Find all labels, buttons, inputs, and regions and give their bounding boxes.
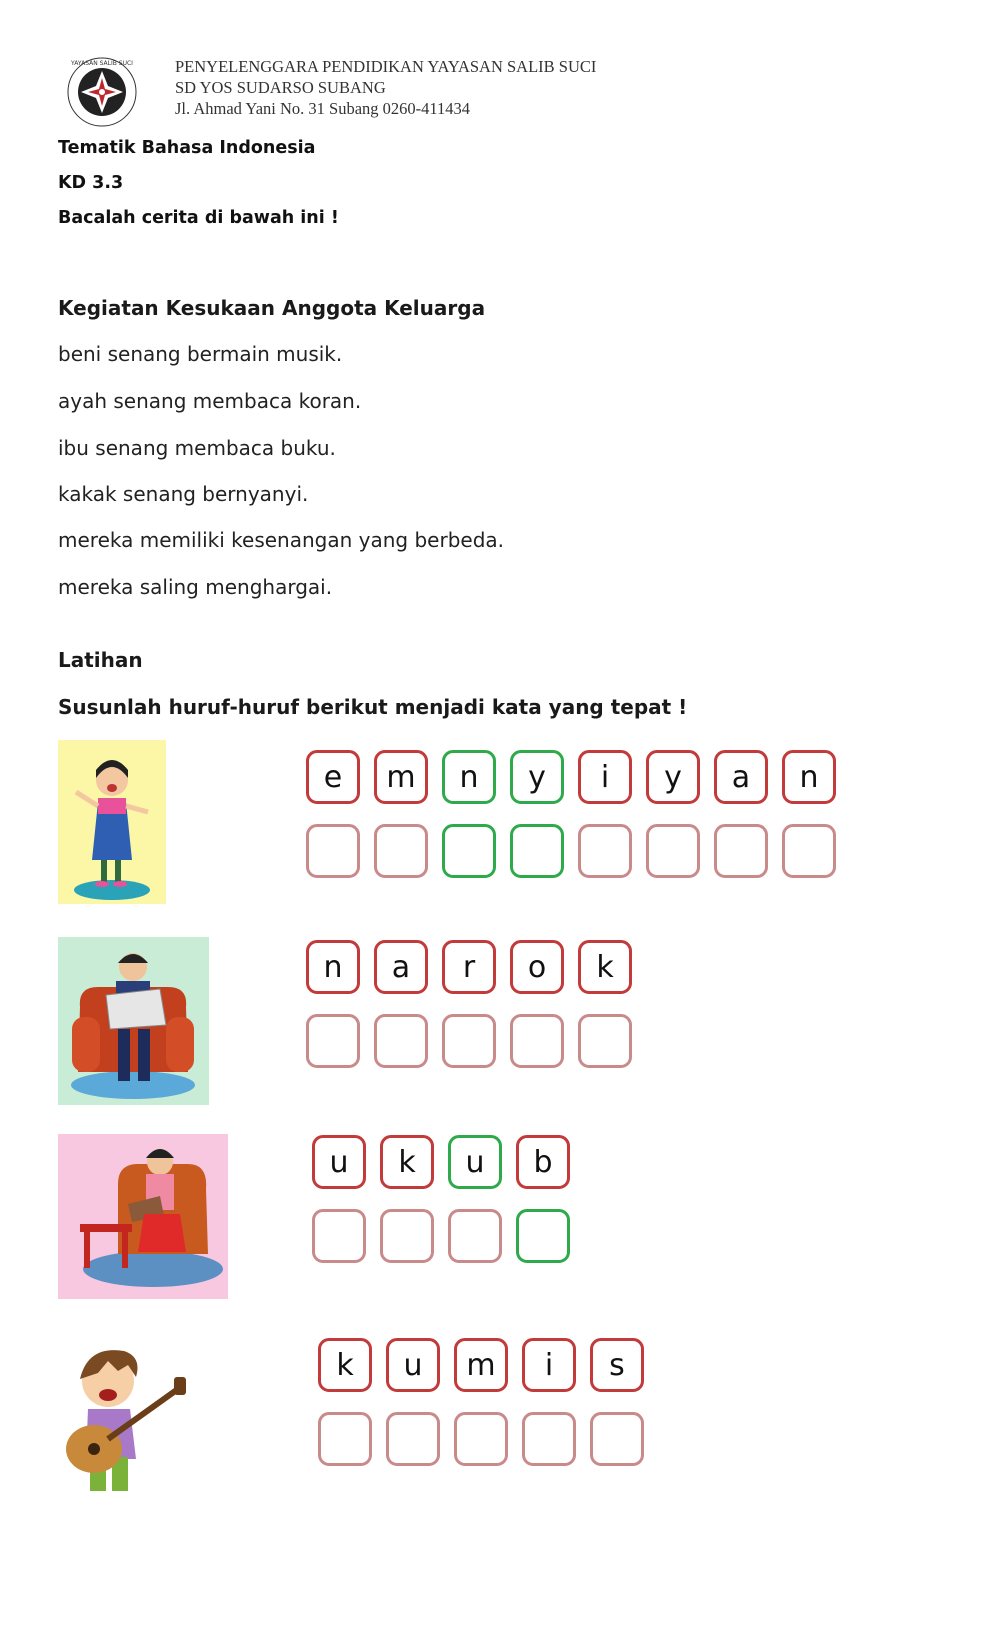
answer-slot[interactable] (442, 824, 496, 878)
letter-tile[interactable]: e (306, 750, 360, 804)
story-line: ayah senang membaca koran. (58, 389, 362, 413)
girl-singing-picture (58, 740, 166, 904)
kd-label: KD 3.3 (58, 173, 124, 193)
answer-slot[interactable] (646, 824, 700, 878)
letter-tile[interactable]: s (590, 1338, 644, 1392)
answer-slot[interactable] (578, 824, 632, 878)
answer-slot[interactable] (306, 1014, 360, 1068)
answer-slot[interactable] (714, 824, 768, 878)
answer-slot[interactable] (782, 824, 836, 878)
letter-tile[interactable]: u (312, 1135, 366, 1189)
answer-slot[interactable] (312, 1209, 366, 1263)
answer-slot[interactable] (386, 1412, 440, 1466)
answer-slot[interactable] (318, 1412, 372, 1466)
father-reading-picture (58, 937, 209, 1105)
answer-slot[interactable] (306, 824, 360, 878)
mother-reading-picture (58, 1134, 228, 1299)
exercise-instruction: Susunlah huruf-huruf berikut menjadi kata yang tepat ! (58, 695, 688, 719)
letter-tile[interactable]: a (374, 940, 428, 994)
answer-slot[interactable] (374, 1014, 428, 1068)
letterhead-line-2: SD YOS SUDARSO SUBANG (175, 78, 386, 97)
subject-label: Tematik Bahasa Indonesia (58, 138, 316, 158)
logo-text: YAYASAN SALIB SUCI (71, 60, 133, 67)
letter-tile[interactable]: i (578, 750, 632, 804)
letter-tile[interactable]: n (306, 940, 360, 994)
letter-tile[interactable]: r (442, 940, 496, 994)
letter-tile[interactable]: y (646, 750, 700, 804)
letter-tile[interactable]: m (454, 1338, 508, 1392)
letter-tile[interactable]: k (380, 1135, 434, 1189)
answer-slot[interactable] (510, 1014, 564, 1068)
school-logo-icon (66, 56, 138, 128)
answer-slot[interactable] (442, 1014, 496, 1068)
letter-tile[interactable]: b (516, 1135, 570, 1189)
letter-tile[interactable]: n (782, 750, 836, 804)
story-line: mereka memiliki kesenangan yang berbeda. (58, 528, 504, 552)
answer-slot[interactable] (374, 824, 428, 878)
boy-guitar-picture (58, 1339, 194, 1515)
answer-slot[interactable] (448, 1209, 502, 1263)
answer-slot[interactable] (590, 1412, 644, 1466)
letter-tile[interactable]: u (386, 1338, 440, 1392)
answer-slot[interactable] (522, 1412, 576, 1466)
letterhead (58, 50, 958, 130)
story-line: beni senang bermain musik. (58, 342, 343, 366)
answer-slot[interactable] (380, 1209, 434, 1263)
letter-tile[interactable]: i (522, 1338, 576, 1392)
letter-tile[interactable]: n (442, 750, 496, 804)
letterhead-line-1: PENYELENGGARA PENDIDIKAN YAYASAN SALIB SUCI (175, 57, 597, 76)
letter-tile[interactable]: u (448, 1135, 502, 1189)
answer-slot[interactable] (578, 1014, 632, 1068)
story-line: kakak senang bernyanyi. (58, 482, 309, 506)
story-title: Kegiatan Kesukaan Anggota Keluarga (58, 296, 486, 320)
letter-tile[interactable]: m (374, 750, 428, 804)
exercise-title: Latihan (58, 648, 143, 672)
letter-tile[interactable]: o (510, 940, 564, 994)
letter-tile[interactable]: k (318, 1338, 372, 1392)
letter-tile[interactable]: k (578, 940, 632, 994)
story-line: ibu senang membaca buku. (58, 436, 336, 460)
answer-slot[interactable] (454, 1412, 508, 1466)
story-line: mereka saling menghargai. (58, 575, 333, 599)
letter-tile[interactable]: a (714, 750, 768, 804)
answer-slot[interactable] (516, 1209, 570, 1263)
letterhead-line-3: Jl. Ahmad Yani No. 31 Subang 0260-411434 (175, 99, 471, 118)
letter-tile[interactable]: y (510, 750, 564, 804)
read-instruction: Bacalah cerita di bawah ini ! (58, 208, 339, 228)
answer-slot[interactable] (510, 824, 564, 878)
